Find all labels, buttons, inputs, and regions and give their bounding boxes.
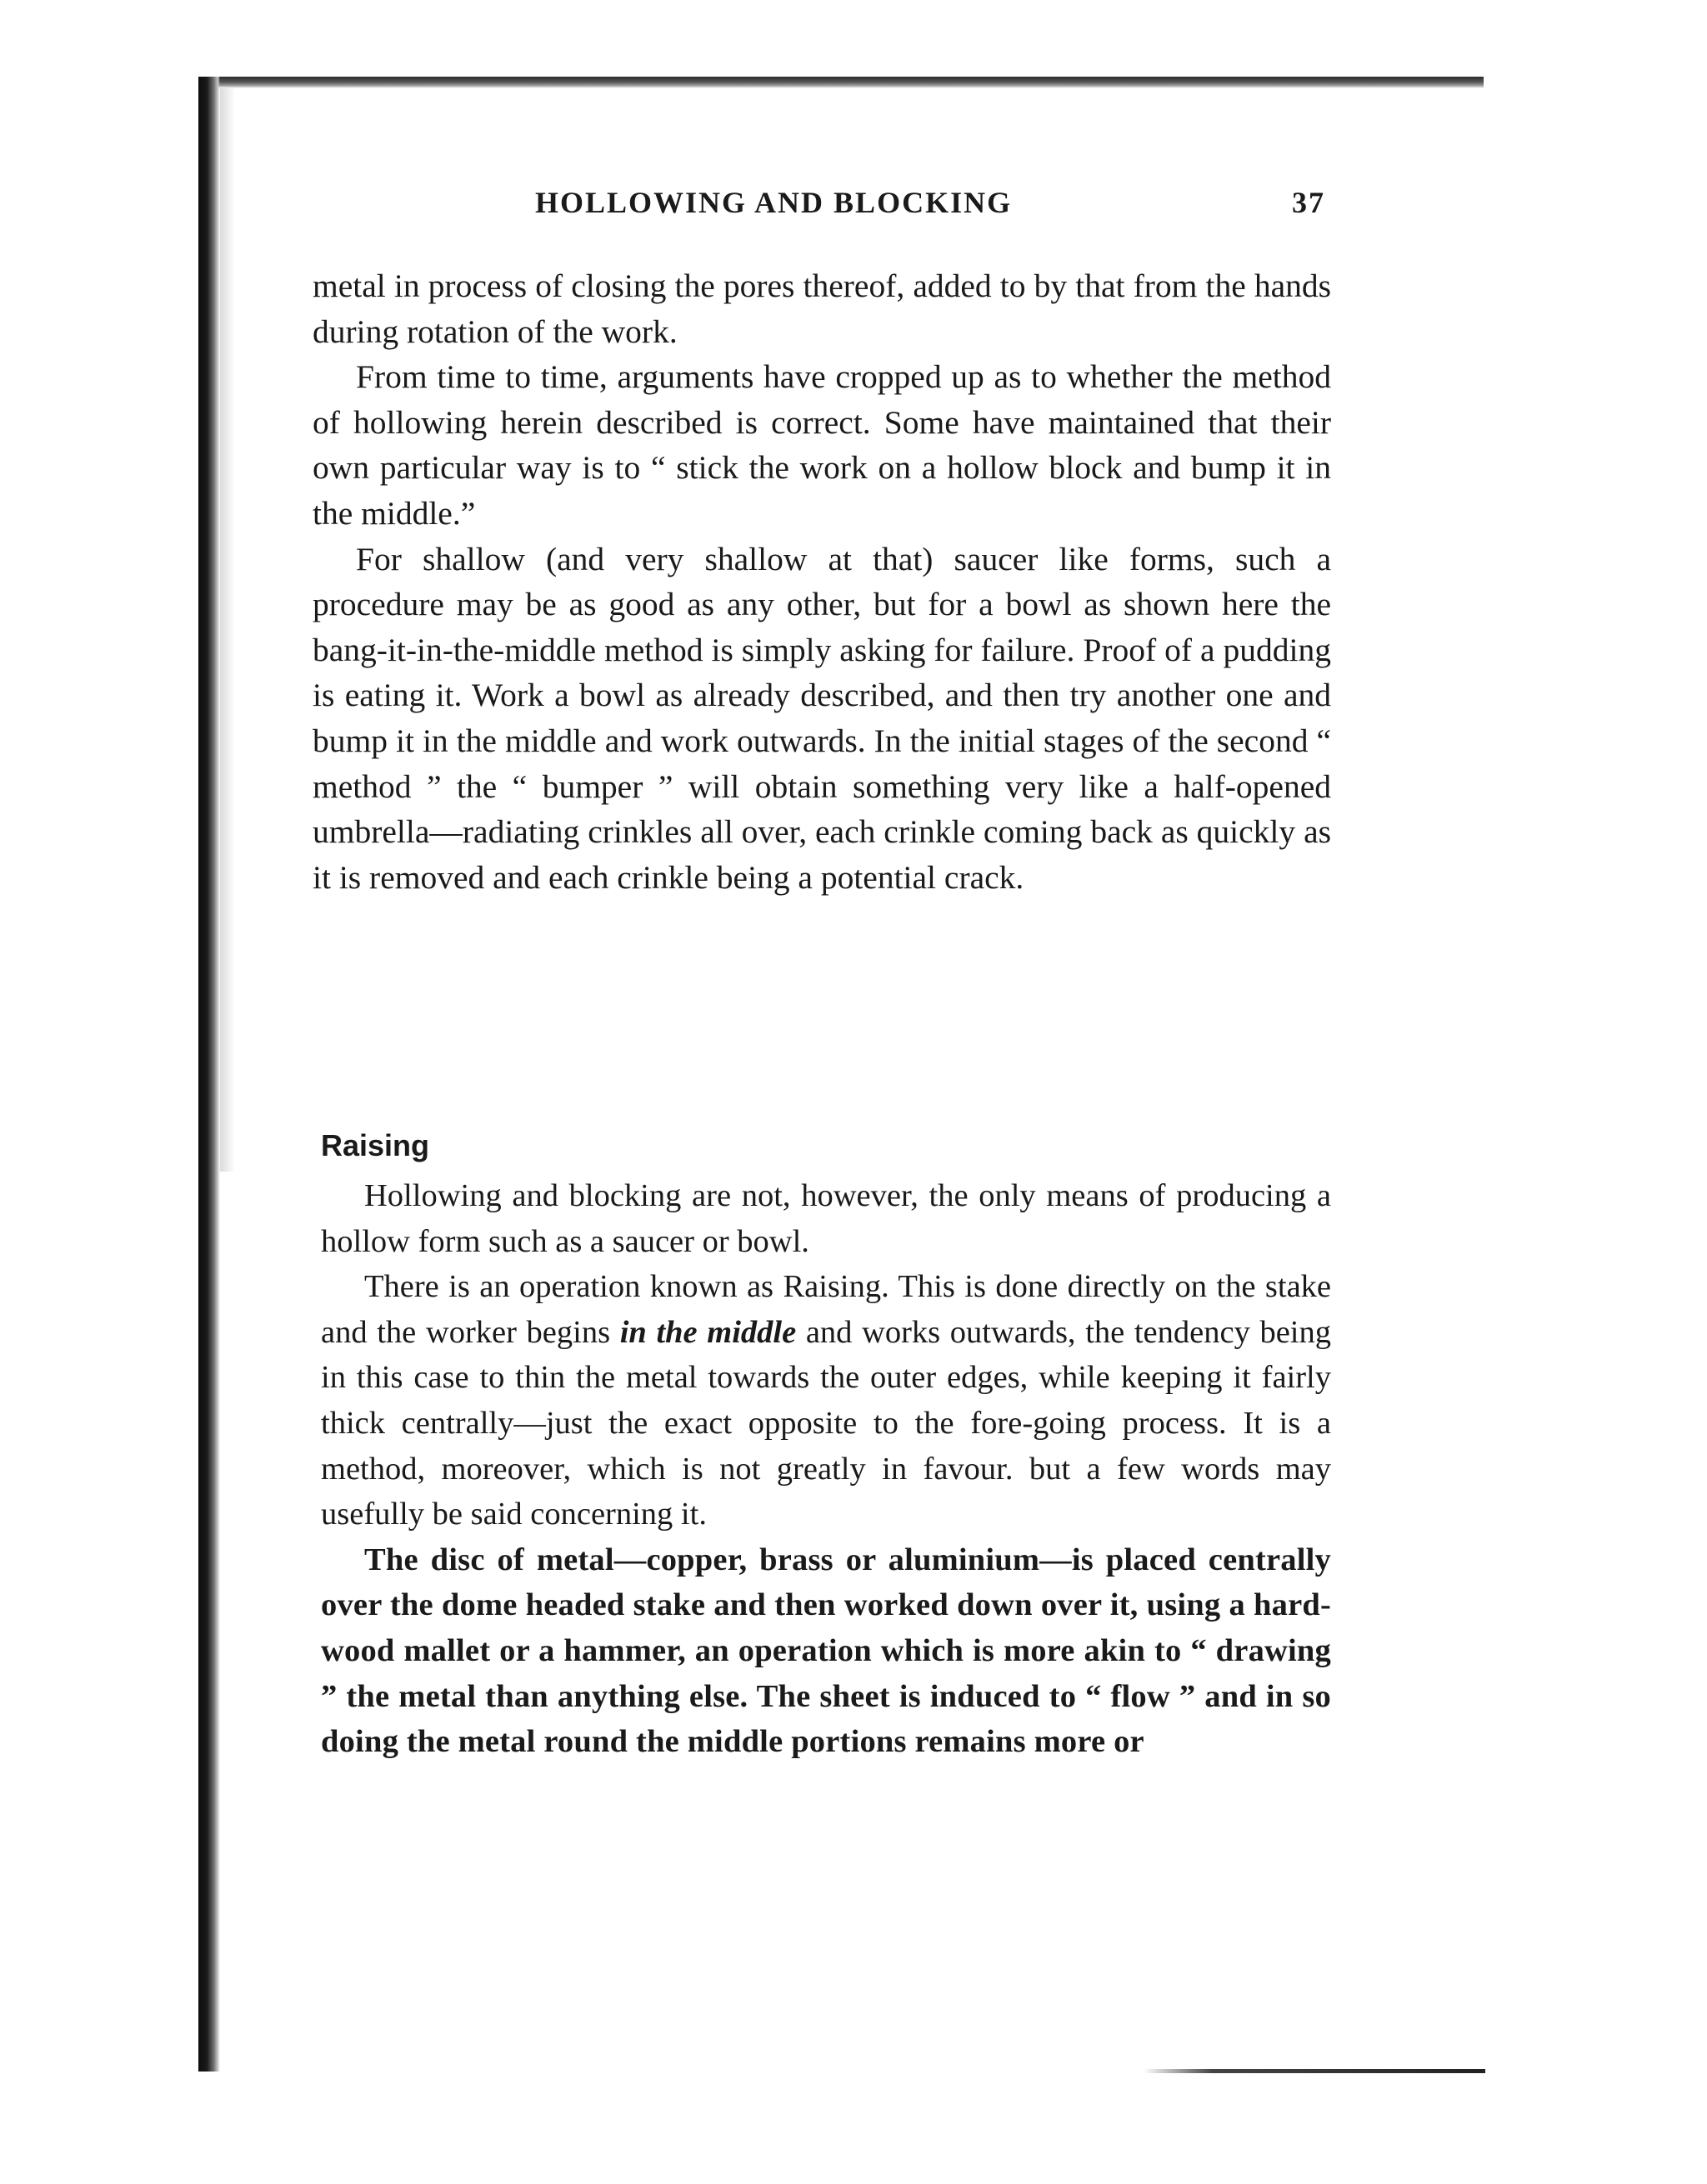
scan-edge-shadow	[220, 88, 235, 1172]
body-text-upper	[313, 263, 1331, 900]
paragraph: For shallow (and very shallow at that) saucer like forms, such a procedure may be as good as any other, but for a bowl as shown here the bang-it-in-the-middle method is simply asking for failure. Proof of a pudding is eating it. Work a bowl as already described, and then try another one and bump it in the middle and work outwards. In the initial stages of the second “ method ” the “ bumper ” will obtain something very like a half-opened umbrella—radiating crinkles all over, each crinkle coming back as quickly as it is removed and each crinkle being a potential crack.	[313, 540, 1331, 896]
section-heading: Raising	[321, 1128, 430, 1162]
text-run: There is an operation known as Raising. This is done directly on the stake and the worker begins	[321, 1269, 1331, 1350]
running-head	[317, 185, 1334, 228]
paragraph: From time to time, arguments have cropped up as to whether the method of hollowing herein described is correct. Some have maintained that their own particular way is to “ stick the work on a hollow block and bump it in the middle.”	[313, 358, 1331, 532]
paragraph: Hollowing and blocking are not, however, the only means of producing a hollow form such as a saucer or bowl.	[321, 1178, 1331, 1259]
running-title: HOLLOWING AND BLOCKING	[535, 186, 1013, 219]
italic-phrase: in the middle	[619, 1314, 797, 1350]
body-text-lower	[321, 1173, 1331, 1765]
scan-edge-left	[198, 77, 220, 2072]
paragraph: metal in process of closing the pores thereof, added to by that from the hands during rotation of the work.	[313, 267, 1331, 350]
paragraph: The disc of metal—copper, brass or aluminium—is placed centrally over the dome headed stake and then worked down over it, using a hard-wood mallet or a hammer, an operation which is more akin to “ drawing ” the metal than anything else. The sheet is induced to “ flow ” and in so doing the metal round the middle portions remains more or	[321, 1542, 1331, 1760]
paragraph	[321, 1264, 1331, 1537]
page-number: 37	[1292, 186, 1325, 219]
scan-edge-top	[200, 77, 1484, 88]
text-run: and works outwards, the tendency being in this case to thin the metal towards the outer edges, while keeping it fairly thick centrally—just the exact opposite to the fore-going process. It is a method, moreover, which is not greatly in favour. but a few words may usefully be said concerning it.	[321, 1314, 1331, 1532]
scan-edge-bottom	[1144, 2069, 1485, 2073]
